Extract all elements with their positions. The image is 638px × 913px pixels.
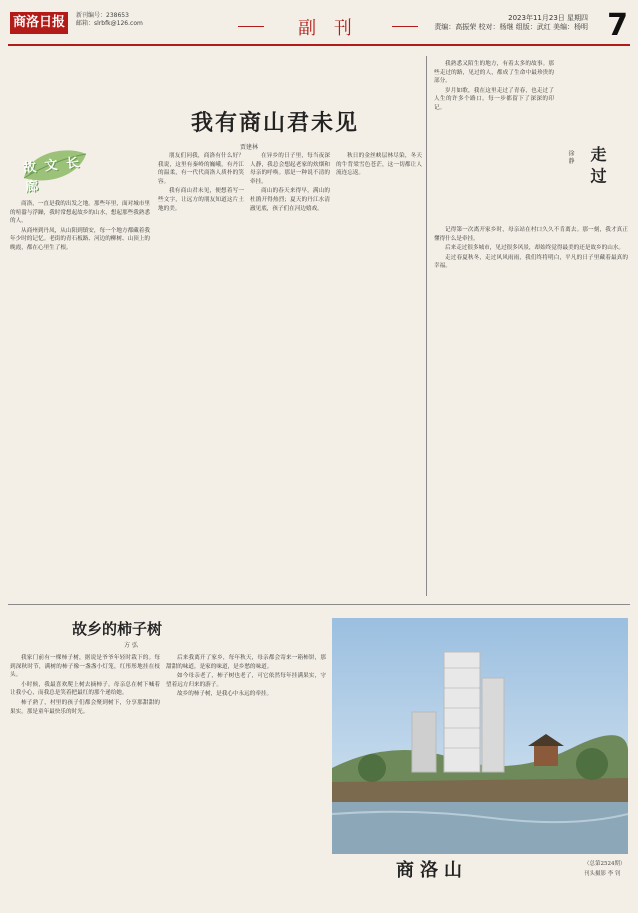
date: 2023年11月23日 星期四	[508, 14, 588, 22]
middle-article-column-1	[250, 152, 330, 596]
main-article-author: 贾建林	[240, 144, 259, 151]
photo-title: 商洛山	[396, 860, 468, 881]
right-paragraph-5: 走过春夏秋冬，走过风风雨雨，我们终将明白，平凡的日子里藏着最真的幸福。	[434, 254, 628, 270]
right-paragraph-2: 岁月如歌，我在这里走过了青春，也走过了人生的许多个路口。每一步都留下了深深的印记。	[434, 87, 554, 111]
right-paragraph-3: 记得第一次离开家乡时，母亲站在村口久久不肯离去。那一刻，我才真正懂得什么是牵挂。	[434, 227, 628, 242]
section-divider	[8, 604, 630, 605]
main-paragraph-4: 我有商山君未见，便想着写一些文字，让远方的朋友知道这片土地的美。	[158, 188, 244, 212]
persimmon-paragraph-1: 我家门前有一棵柿子树，据说是爷爷年轻时栽下的。每到深秋时节，满树的柿子像一盏盏小灯笼，红彤彤地挂在枝头。	[10, 655, 160, 679]
editors: 责编：高振荣 校对：杨继 组版：武红 美编：杨明	[434, 23, 588, 31]
right-article-title: 走 过	[588, 146, 607, 184]
column-tag-label: 故 文 长 廊	[22, 155, 82, 196]
middle-paragraph-3: 秋日的金丝峡层林尽染，冬天的牛背梁雪色苍茫，这一切都让人流连忘返。	[336, 153, 422, 177]
right-article-author: 徐 静	[567, 150, 574, 164]
header-meta	[76, 12, 216, 28]
main-paragraph-1: 商洛，一直是我的出发之地。那些年里，面对城市里的喧嚣与浮躁，我时常想起故乡的山水，想起那些我熟悉的人。	[10, 201, 150, 225]
persimmon-article-title: 故乡的柿子树	[72, 620, 163, 638]
main-article-column-1	[10, 200, 150, 596]
right-paragraph-4: 后来走过很多城市，见过很多风景，却始终觉得最美的还是故乡的山水。	[445, 245, 625, 252]
middle-article-column-2	[336, 152, 422, 596]
dateline	[434, 14, 588, 32]
persimmon-paragraph-4: 后来我离开了家乡，每年秋天，母亲都会寄来一箱柿饼，那甜甜的味道，是家的味道，是乡愁的味道。	[166, 655, 326, 670]
page-header	[8, 8, 630, 46]
meta-line-1: 新刊编号：238653	[76, 12, 129, 19]
right-article-column-bottom	[434, 226, 628, 596]
page-number: 7	[607, 8, 628, 43]
middle-paragraph-1: 在异乡的日子里，每当夜深人静，我总会想起老家的炊烟和母亲的呼唤。那是一种说不清的牵挂。	[250, 153, 330, 185]
persimmon-column-2	[166, 654, 326, 904]
right-paragraph-1: 我熟悉又陌生的地方，有着太多的故事。那些走过的路，见过的人，都成了生命中最珍贵的部分。	[434, 61, 554, 85]
right-article-column-top	[434, 60, 554, 220]
photo-caption-credit: 刊头摄影 李 钊	[584, 871, 621, 877]
main-paragraph-2: 从商州到丹凤，从山阳到镇安，每一个地方都藏着我年少时的记忆。老街的青石板路、河边的柳树、山顶上的晚霞，都在心里生了根。	[10, 227, 150, 251]
main-paragraph-3: 朋友们问我，商洛有什么好？我说，这里有秦岭的巍峨，有丹江的温柔，有一代代商洛人质朴的笑容。	[158, 153, 244, 185]
newspaper-logo: 商洛日报	[10, 12, 68, 34]
meta-line-2: 邮箱：slrbfk@126.com	[76, 20, 143, 27]
main-article-column-2	[158, 152, 244, 596]
middle-paragraph-2: 商山的春天来得早，满山的杜鹃开得热烈；夏天的丹江水清澈见底，孩子们在河边嬉戏。	[250, 188, 330, 212]
landscape-photo	[332, 618, 628, 854]
persimmon-article-author: 方 弘	[124, 642, 138, 649]
persimmon-column-1	[10, 654, 160, 904]
photo-caption-issue: （总第2524期）	[584, 861, 626, 867]
main-article-title: 我有商山君未见	[190, 110, 359, 136]
persimmon-paragraph-6: 故乡的柿子树，是我心中永远的牵挂。	[177, 691, 273, 698]
persimmon-paragraph-2: 小时候，我最喜欢爬上树去摘柿子。母亲总在树下喊着让我小心，而我总是笑着把最红的那个递给她。	[10, 681, 160, 697]
persimmon-paragraph-5: 如今母亲老了，柿子树也老了，可它依然每年挂满果实，守望着远方归来的游子。	[166, 673, 326, 688]
column-divider	[426, 56, 427, 596]
persimmon-paragraph-3: 柿子熟了，村里的孩子们都会聚到树下，分享那甜甜的果实。那是童年最快乐的时光。	[10, 699, 160, 715]
photo-illustration	[332, 618, 628, 854]
section-title: 副 刊	[268, 14, 388, 40]
column-tag	[20, 144, 90, 196]
